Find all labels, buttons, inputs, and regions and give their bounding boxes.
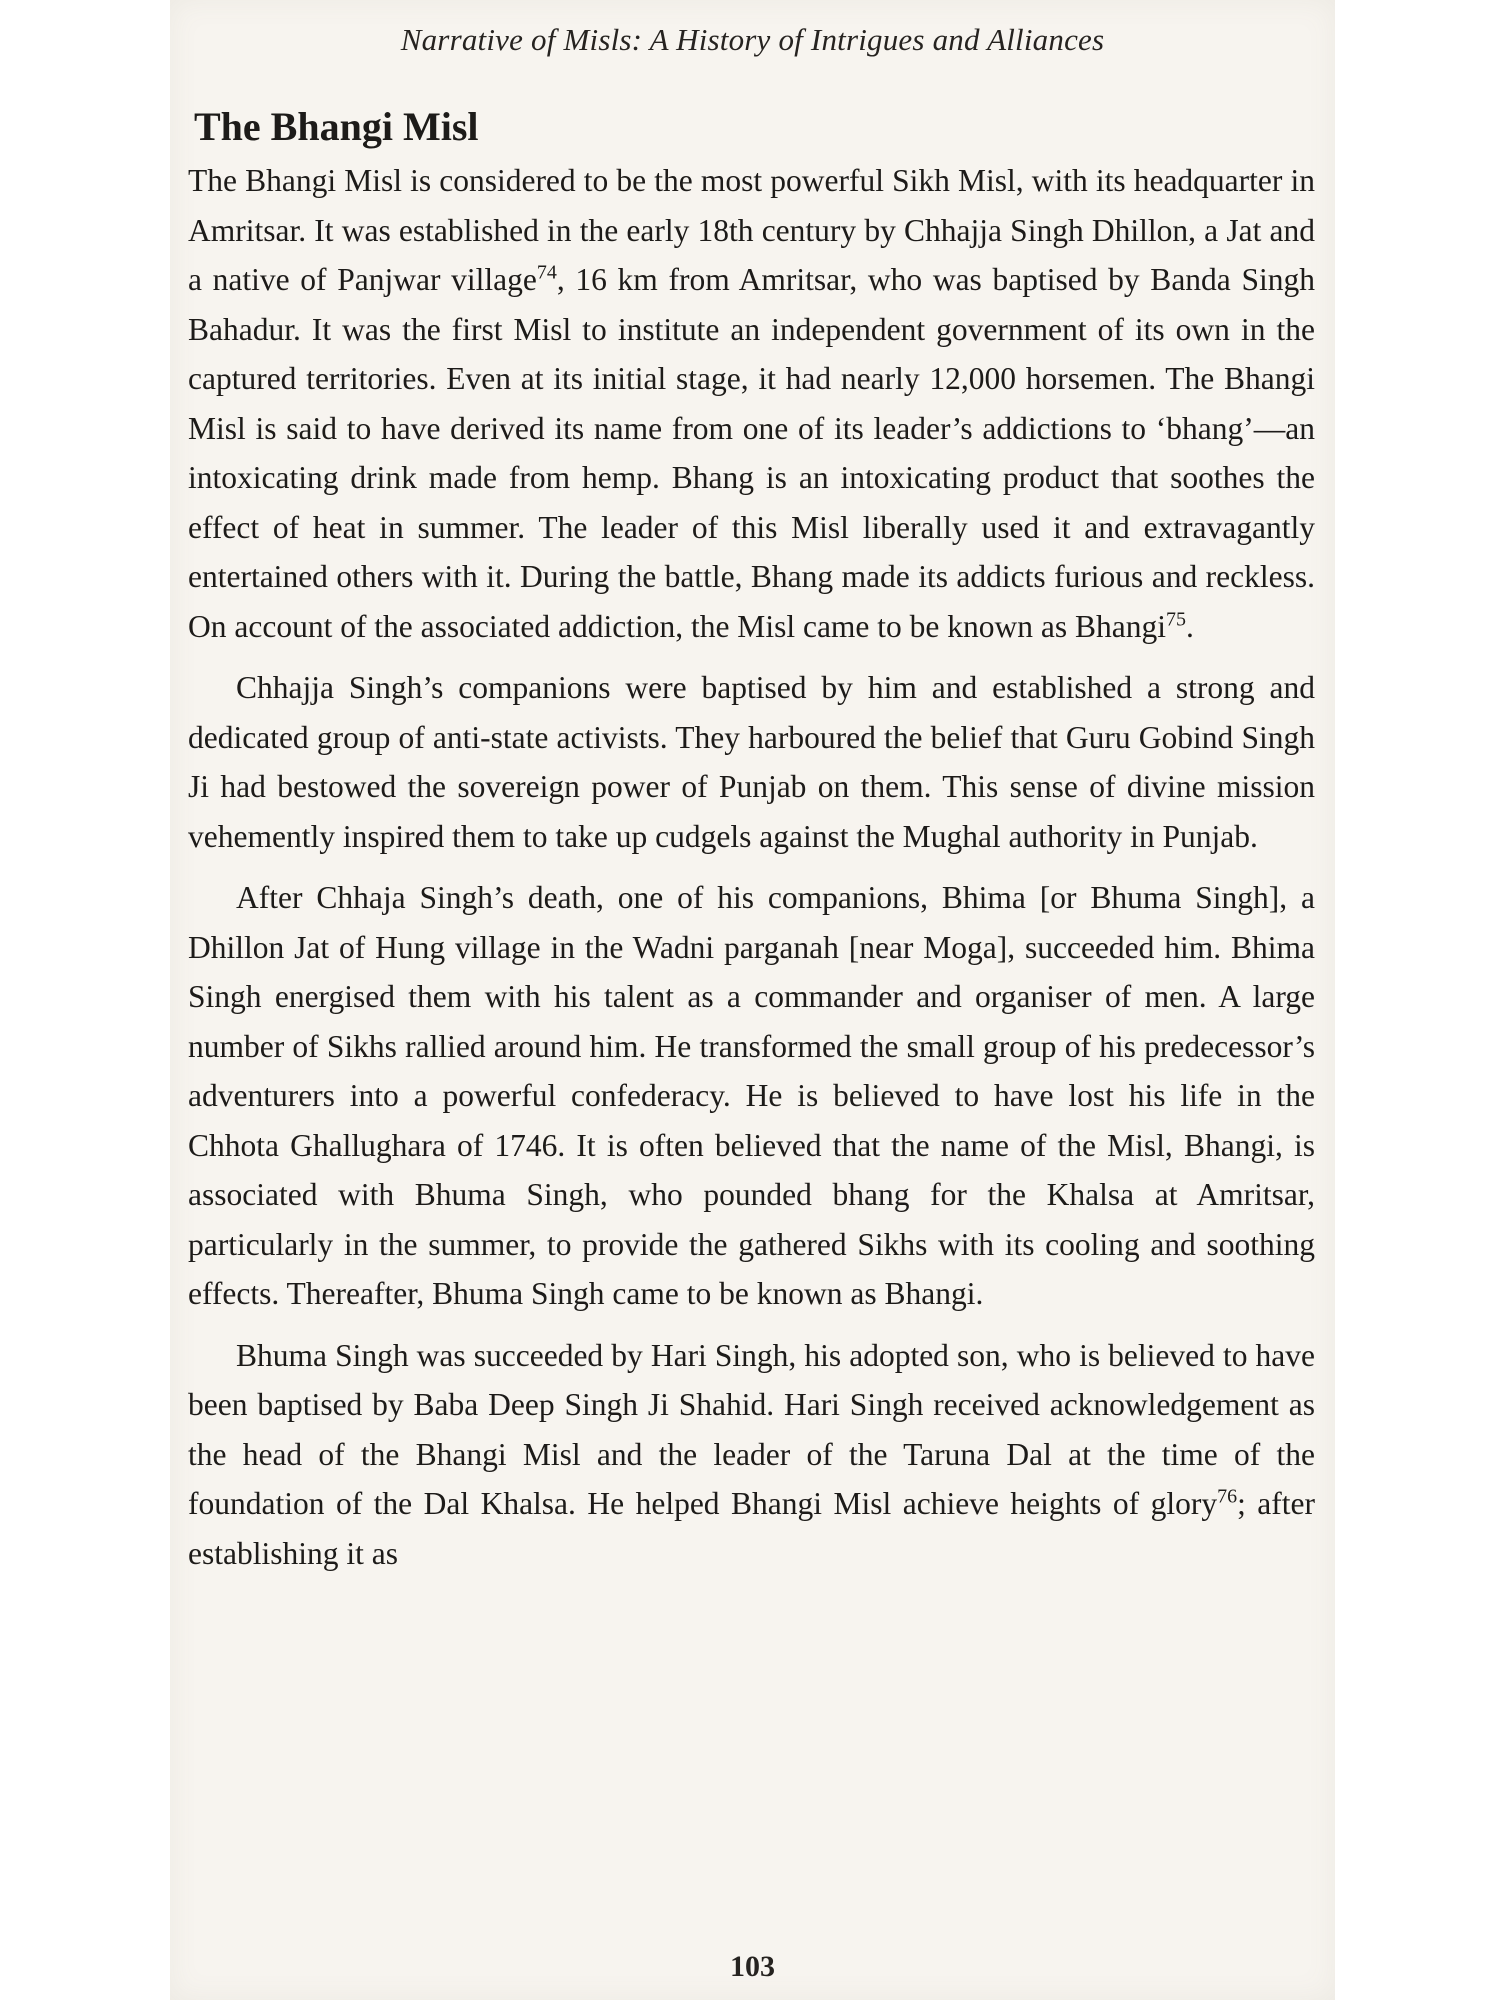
paragraph-text: , 16 km from Amritsar, who was baptised by Banda Singh Bahadur. It was the first Misl to institute an independent government of its own in the captured territories. Even at its initial stage, it had nearly 12,000 horsemen. The Bhangi Misl is said to have derived its name from one of its leader’s addictions to ‘bhang’—an intoxicating drink made from hemp. Bhang is an intoxicating product that soothes the effect of heat in summer. The leader of this Misl liberally used it and extravagantly entertained others with it. During the battle, Bhang made its addicts furious and reckless. On account of the associated addiction, the Misl came to be known as Bhangi (188, 262, 1315, 644)
section-heading: The Bhangi Misl (194, 104, 479, 149)
paragraph-text: The Bhangi Misl is considered to be the most powerful Sikh Misl, with its headquarter in Amritsar. It was established in the early 18th century by Chhajja Singh Dhillon, a Jat and a native of Panjwar village (188, 163, 1315, 297)
paragraph-text: ; after establishing it as (188, 1486, 1315, 1571)
page-body (188, 102, 1315, 1590)
paragraph-1 (188, 156, 1315, 651)
paragraph-text: Chhajja Singh’s companions were baptised by him and established a strong and dedicated group of anti-state activists. They harboured the belief that Guru Gobind Singh Ji had bestowed the sovereign power of Punjab on them. This sense of divine mission vehemently inspired them to take up cudgels against the Mughal authority in Punjab. (188, 670, 1315, 854)
footnote-ref-75: 75 (1166, 608, 1186, 630)
page-number: 103 (730, 1950, 775, 1983)
footnote-ref-76: 76 (1217, 1485, 1238, 1508)
book-page (170, 0, 1335, 2000)
paragraph-text: . (1186, 608, 1194, 644)
paragraph-2 (188, 663, 1315, 861)
paragraph-text: Bhuma Singh was succeeded by Hari Singh, his adopted son, who is believed to have been baptised by Baba Deep Singh Ji Shahid. Hari Singh received acknowledgement as the head of the Bhangi Misl and the leader of the Taruna Dal at the time of the foundation of the Dal Khalsa. He helped Bhangi Misl achieve heights of glory (188, 1337, 1315, 1521)
paragraph-text: After Chhaja Singh’s death, one of his companions, Bhima [or Bhuma Singh], a Dhillon Jat of Hung village in the Wadni parganah [near Moga], succeeded him. Bhima Singh energised them with his talent as a commander and organiser of men. A large number of Sikhs rallied around him. He transformed the small group of his predecessor’s adventurers into a powerful confederacy. He is believed to have lost his life in the Chhota Ghallughara of 1746. It is often believed that the name of the Misl, Bhangi, is associated with Bhuma Singh, who pounded bhang for the Khalsa at Amritsar, particularly in the summer, to provide the gathered Sikhs with its cooling and soothing effects. Thereafter, Bhuma Singh came to be known as Bhangi. (188, 880, 1315, 1311)
paragraph-3 (188, 873, 1315, 1319)
paragraph-4 (188, 1331, 1315, 1579)
running-head: Narrative of Misls: A History of Intrigues and Alliances (400, 22, 1105, 57)
footnote-ref-74: 74 (536, 261, 557, 284)
